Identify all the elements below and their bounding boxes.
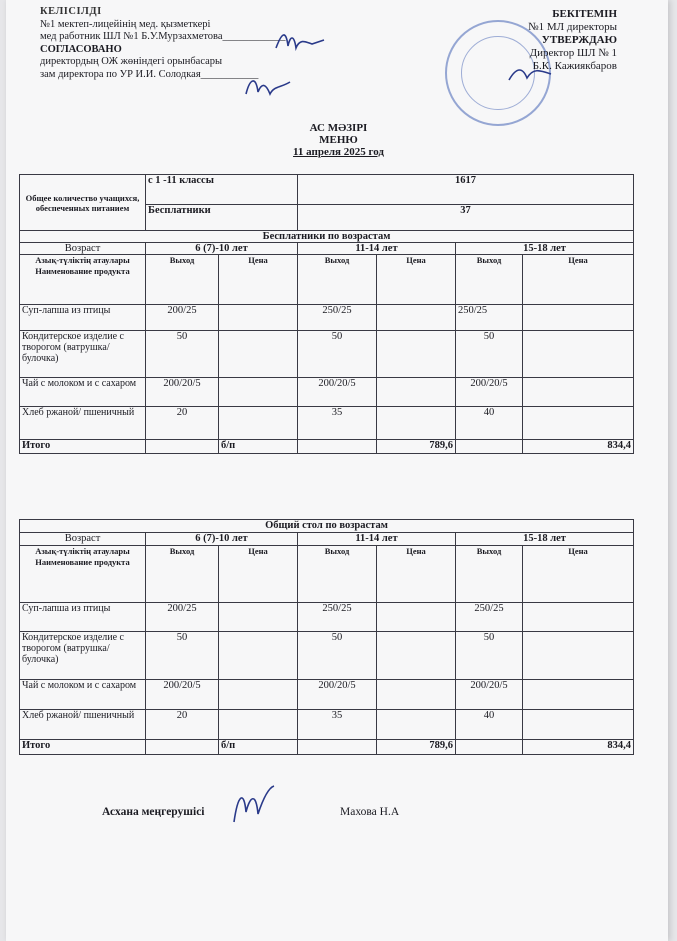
age-group-1: 6 (7)-10 лет: [146, 533, 298, 546]
age-group-1: 6 (7)-10 лет: [146, 243, 298, 255]
output-header: Выход: [456, 255, 523, 305]
output-header: Выход: [456, 546, 523, 603]
age-group-2: 11-14 лет: [298, 243, 456, 255]
age-row: [20, 243, 634, 255]
output-value: 250/25: [298, 603, 377, 632]
age-label: Возраст: [20, 533, 146, 546]
free-value: 37: [298, 205, 634, 231]
output-value: 200/25: [146, 305, 219, 331]
header-right-line5: Б.К. Кажиякбаров: [532, 60, 617, 72]
signature-deputy: [240, 72, 295, 102]
free-meals-table: [19, 174, 634, 454]
total-students-label: Общее количество учащихся, обеспеченных питанием: [20, 175, 146, 231]
total-price-2: 789,6: [377, 740, 456, 755]
approval-left: [40, 6, 286, 81]
output-value: 200/20/5: [456, 680, 523, 710]
table-row: [20, 407, 634, 440]
product-name: Суп-лапша из птицы: [20, 603, 146, 632]
free-label: Бесплатники: [146, 205, 298, 231]
header-left-line0: КЕЛІСІЛДІ: [40, 6, 102, 17]
output-value: 250/25: [456, 305, 523, 331]
general-by-age-heading: Общий стол по возрастам: [20, 520, 634, 533]
header-left-line3: СОГЛАСОВАНО: [40, 43, 122, 55]
table-row: [20, 603, 634, 632]
table-row: [20, 632, 634, 680]
output-value: 20: [146, 710, 219, 740]
output-value: 50: [298, 632, 377, 680]
output-value: 50: [298, 331, 377, 378]
product-name: Чай с молоком и с сахаром: [20, 378, 146, 407]
output-value: 200/20/5: [146, 378, 219, 407]
age-group-2: 11-14 лет: [298, 533, 456, 546]
output-value: 40: [456, 407, 523, 440]
total-price-1: б/п: [219, 740, 298, 755]
column-header-row: [20, 255, 634, 305]
menu-title: [0, 122, 677, 158]
classes-label: с 1 -11 классы: [146, 175, 298, 205]
header-left-line4: директордың ОЖ жөніндегі орынбасары: [40, 56, 223, 67]
product-name: Хлеб ржаной/ пшеничный: [20, 407, 146, 440]
summary-row-classes: [20, 175, 634, 205]
table-row: [20, 680, 634, 710]
total-price-2: 789,6: [377, 440, 456, 454]
price-header: Цена: [219, 255, 298, 305]
output-value: 200/20/5: [456, 378, 523, 407]
product-name: Кондитерское изделие с творогом (ватрушка/булочка): [20, 331, 146, 378]
product-name: Суп-лапша из птицы: [20, 305, 146, 331]
output-value: 50: [146, 632, 219, 680]
footer-name: Махова Н.А: [340, 806, 400, 818]
output-value: 250/25: [456, 603, 523, 632]
output-value: 50: [146, 331, 219, 378]
output-header: Выход: [146, 255, 219, 305]
age-group-3: 15-18 лет: [456, 533, 634, 546]
output-value: 40: [456, 710, 523, 740]
total-row: [20, 740, 634, 755]
product-name: Хлеб ржаной/ пшеничный: [20, 710, 146, 740]
total-label: Итого: [20, 740, 146, 755]
total-price-3: 834,4: [523, 740, 634, 755]
output-value: 200/20/5: [298, 680, 377, 710]
free-by-age-heading: Бесплатники по возрастам: [20, 231, 634, 243]
output-value: 50: [456, 331, 523, 378]
section-heading-row: [20, 231, 634, 243]
menu-date: 11 апреля 2025 год: [293, 146, 384, 158]
output-header: Выход: [146, 546, 219, 603]
output-value: 35: [298, 710, 377, 740]
product-header: Азық-түліктің атаулары Наименование продукта: [20, 255, 146, 305]
price-header: Цена: [523, 546, 634, 603]
general-meals-table: [19, 519, 634, 755]
section-heading-row: [20, 520, 634, 533]
output-value: 50: [456, 632, 523, 680]
title-rus: МЕНЮ: [319, 134, 358, 146]
total-price-1: б/п: [219, 440, 298, 454]
title-kaz: АС МӘЗІРІ: [309, 122, 368, 134]
header-left-line1: №1 мектеп-лицейінің мед. қызметкері: [40, 18, 211, 30]
output-value: 200/20/5: [146, 680, 219, 710]
output-header: Выход: [298, 546, 377, 603]
total-price-3: 834,4: [523, 440, 634, 454]
signature-director: [505, 62, 555, 86]
signature-medic: [272, 28, 327, 56]
header-left-line2: мед работник ШЛ №1 Б.У.Мурзахметова____________: [40, 31, 286, 42]
header-right-line1: БЕКІТЕМІН: [552, 8, 617, 20]
output-header: Выход: [298, 255, 377, 305]
price-header: Цена: [377, 255, 456, 305]
product-name: Кондитерское изделие с творогом (ватрушка/булочка): [20, 632, 146, 680]
signature-cook: [228, 782, 278, 830]
age-group-3: 15-18 лет: [456, 243, 634, 255]
output-value: 200/20/5: [298, 378, 377, 407]
output-value: 35: [298, 407, 377, 440]
product-header: Азық-түліктің атаулары Наименование продукта: [20, 546, 146, 603]
table-row: [20, 305, 634, 331]
footer-label: Асхана меңгерушісі: [102, 806, 205, 818]
header-right-line3: УТВЕРЖДАЮ: [541, 34, 617, 46]
price-header: Цена: [219, 546, 298, 603]
table-row: [20, 710, 634, 740]
total-label: Итого: [20, 440, 146, 454]
total-row: [20, 440, 634, 454]
price-header: Цена: [377, 546, 456, 603]
table-row: [20, 331, 634, 378]
header-right-line2: №1 МЛ директоры: [528, 21, 617, 33]
column-header-row: [20, 546, 634, 603]
age-label: Возраст: [20, 243, 146, 255]
price-header: Цена: [523, 255, 634, 305]
classes-value: 1617: [298, 175, 634, 205]
table-row: [20, 378, 634, 407]
output-value: 200/25: [146, 603, 219, 632]
header-right-line4: Директор ШЛ № 1: [529, 47, 617, 59]
age-row: [20, 533, 634, 546]
output-value: 20: [146, 407, 219, 440]
product-name: Чай с молоком и с сахаром: [20, 680, 146, 710]
header-left-line5: зам директора по УР И.И. Солодкая___________: [40, 68, 259, 80]
output-value: 250/25: [298, 305, 377, 331]
